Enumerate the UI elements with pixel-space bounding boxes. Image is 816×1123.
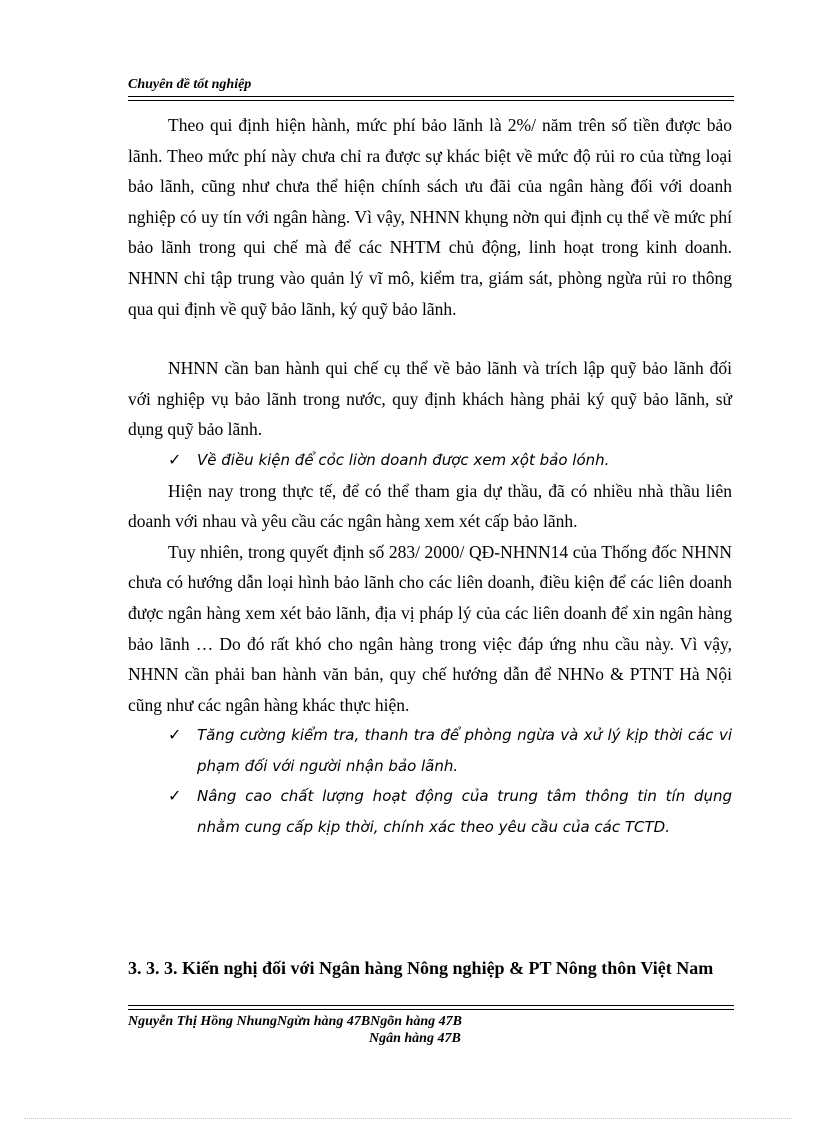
paragraph-gap xyxy=(128,324,732,353)
paragraph-decision-283: Tuy nhiên, trong quyết định số 283/ 2000/ QĐ-NHNN14 của Thống đốc NHNN chưa có hướng dẫn loại hình bảo lãnh cho các liên doanh, điều kiện để các liên doanh được ngân hàng xem xét bảo lãnh, địa vị pháp lý của các liên doanh để xin ngân hàng bảo lãnh … Do đó rất khó cho ngân hàng trong việc đáp ứng nhu cầu này. Vì vậy, NHNN cần phải ban hành văn bản, quy chế hướng dẫn để NHNo & PTNT Hà Nội cũng như các ngân hàng khác thực hiện. xyxy=(128,541,732,715)
paragraph-guarantee-fund: NHNN cần ban hành qui chế cụ thể về bảo lãnh và trích lập quỹ bảo lãnh đối với nghiệp vụ bảo lãnh trong nước, quy định khách hàng phải ký quỹ bảo lãnh, sử dụng quỹ bảo lãnh. xyxy=(128,358,732,440)
section-heading: 3. 3. 3. Kiến nghị đối với Ngân hàng Nông nghiệp & PT Nông thôn Việt Nam xyxy=(128,958,714,978)
footer-divider xyxy=(128,1005,734,1010)
bullet-text: Tăng cường kiểm tra, thanh tra để phòng ngừa và xử lý kịp thời các vi phạm đối với người nhận bảo lãnh. xyxy=(197,726,732,775)
footer-author: Nguyễn Thị Hồng NhungNgừn hàng 47BNgõn hàng 47B xyxy=(128,1014,462,1029)
bullet-joint-venture-conditions xyxy=(128,445,732,476)
document-body xyxy=(128,110,732,843)
paragraph-fee-regulation: Theo qui định hiện hành, mức phí bảo lãnh là 2%/ năm trên số tiền được bảo lãnh. Theo mức phí này chưa chỉ ra được sự khác biệt về mức độ rủi ro của từng loại bảo lãnh, cũng như chưa thể hiện chính sách ưu đãi của ngân hàng đối với doanh nghiệp có uy tín với ngân hàng. Vì vậy, NHNN khụng nờn qui định cụ thể về mức phí bảo lãnh trong qui chế mà để các NHTM chủ động, linh hoạt trong kinh doanh. NHNN chỉ tập trung vào quản lý vĩ mô, kiểm tra, giám sát, phòng ngừa rủi ro thông qua qui định về quỹ bảo lãnh, ký quỹ bảo lãnh. xyxy=(128,115,732,319)
header-divider xyxy=(128,96,734,101)
footer-class: Ngân hàng 47B xyxy=(369,1031,461,1046)
checkmark-icon: ✓ xyxy=(168,725,182,745)
page-bottom-edge xyxy=(24,1118,792,1119)
bullet-text: Nâng cao chất lượng hoạt động của trung tâm thông tin tín dụng nhằm cung cấp kịp thời, chính xác theo yêu cầu của các TCTD. xyxy=(197,787,732,837)
checkmark-icon: ✓ xyxy=(168,786,182,806)
bullet-text: Về điều kiện để cỏc liờn doanh được xem xột bảo lónh. xyxy=(197,450,610,469)
page-header-title: Chuyên đề tốt nghiệp xyxy=(128,77,252,92)
bullet-inspection xyxy=(128,720,732,781)
checkmark-icon: ✓ xyxy=(168,449,182,469)
paragraph-joint-bidding: Hiện nay trong thực tế, để có thể tham gia dự thầu, đã có nhiều nhà thầu liên doanh với nhau và yêu cầu các ngân hàng xem xét cấp bảo lãnh. xyxy=(128,480,732,532)
bullet-credit-info-center xyxy=(128,781,732,842)
